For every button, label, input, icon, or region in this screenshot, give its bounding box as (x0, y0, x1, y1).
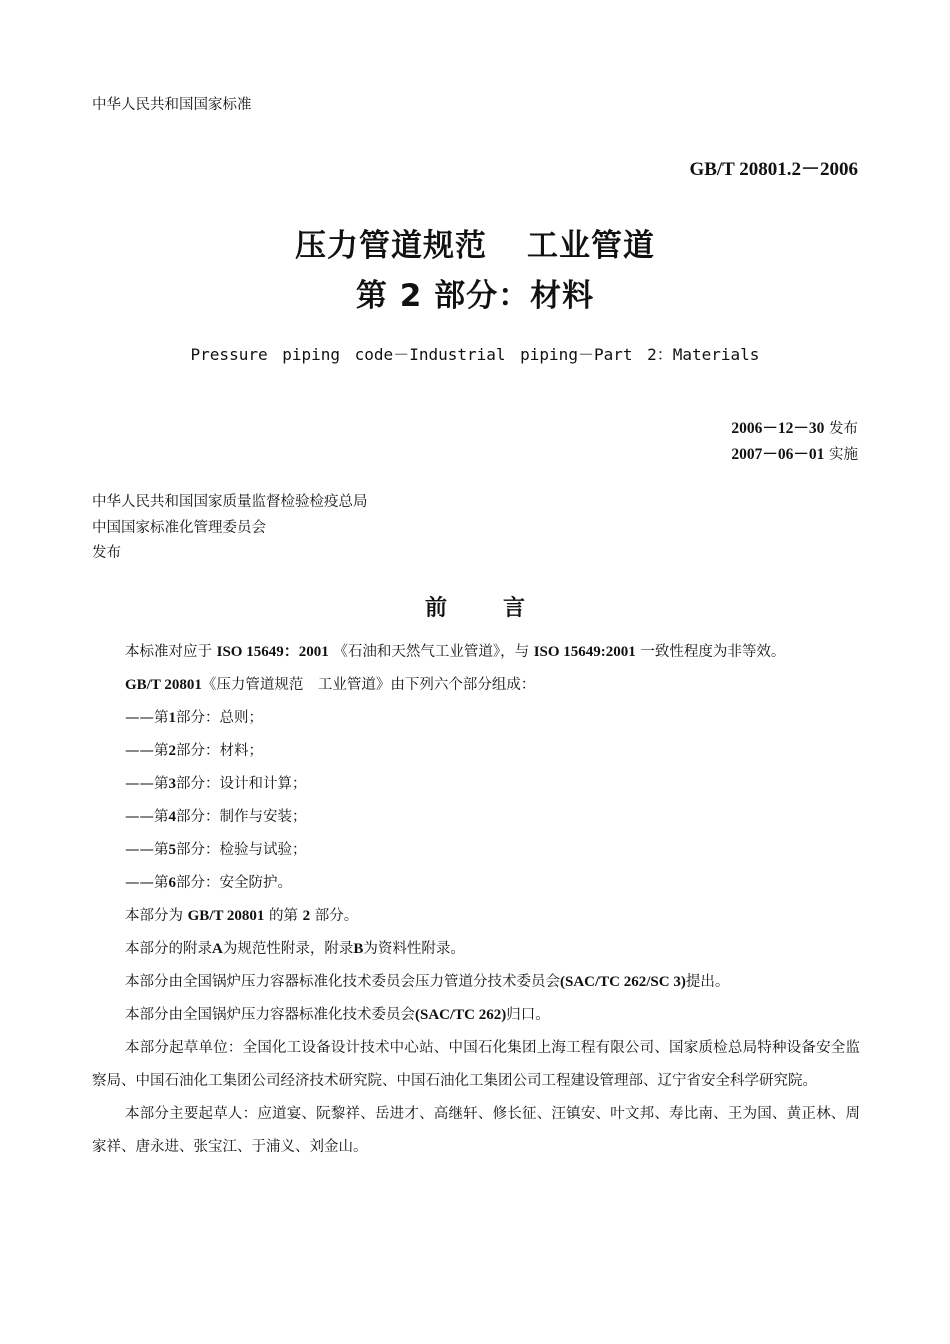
p1-text-c: 《石油和天然气工业管道》，与 (328, 644, 534, 660)
title-line-2: 第 2 部分：材料 (355, 278, 595, 314)
p4-appendix-b: B (353, 941, 364, 957)
paragraph-centralized (92, 999, 860, 1032)
foreword-body (92, 636, 860, 1164)
p2-text: 《压力管道规范 工业管道》由下列六个部分组成： (201, 677, 536, 693)
p3-std-ref: GB/T 20801 (187, 908, 265, 924)
title-part-b: 工业管道 (527, 228, 655, 264)
issuer-3: 发布 (92, 545, 121, 561)
item-prefix: ——第 (125, 743, 169, 759)
standard-number: GB/T 20801.2－2006 (689, 159, 858, 180)
list-item (92, 702, 860, 735)
p6-text-c: 归口。 (506, 1007, 550, 1023)
impl-date: 2007－06－01 (731, 446, 825, 463)
p3-text-e: 部分。 (310, 908, 359, 924)
item-text: 部分：总则； (176, 710, 263, 726)
paragraph-appendix (92, 933, 860, 966)
title-part-a: 压力管道规范 (295, 228, 487, 264)
list-item (92, 867, 860, 900)
p1-text-e: 一致性程度为非等效。 (635, 644, 786, 660)
p4-text-a: 本部分的附录 (125, 941, 212, 957)
paragraph-drafters: 本部分主要起草人：应道宴、阮黎祥、岳进才、高继轩、修长征、汪镇安、叶文邦、寿比南、王为国、黄正林、周家祥、唐永进、张宝江、于浦义、刘金山。 (92, 1106, 860, 1155)
list-item (92, 801, 860, 834)
impl-label: 实施 (829, 447, 858, 463)
issue-label: 发布 (829, 421, 858, 437)
item-prefix: ——第 (125, 776, 169, 792)
list-item (92, 735, 860, 768)
list-item (92, 834, 860, 867)
paragraph-part-number (92, 900, 860, 933)
issuer-1: 中华人民共和国国家质量监督检验检疫总局 (92, 494, 368, 510)
item-prefix: ——第 (125, 842, 169, 858)
p3-text-a: 本部分为 (125, 908, 188, 924)
impl-date-line (731, 442, 858, 468)
title-line-1 (0, 220, 950, 265)
item-text: 部分：检验与试验； (176, 842, 307, 858)
dates-block (731, 416, 858, 468)
item-text: 部分：安全防护。 (176, 875, 292, 891)
p6-text-a: 本部分由全国锅炉压力容器标准化技术委员会 (125, 1007, 415, 1023)
item-num: 1 (168, 710, 176, 726)
p5-text-c: 提出。 (685, 974, 730, 990)
item-num: 6 (168, 875, 176, 891)
english-title: Pressure piping code－Industrial piping－Part 2：Materials (190, 345, 760, 364)
p3-part-num: 2 (302, 908, 311, 924)
issuers-block (92, 490, 368, 567)
item-num: 2 (168, 743, 176, 759)
p6-committee-code: (SAC/TC 262) (415, 1007, 507, 1023)
issuer-2: 中国国家标准化管理委员会 (92, 519, 266, 536)
issue-date-line (731, 416, 858, 442)
list-item (92, 768, 860, 801)
p5-committee-code: (SAC/TC 262/SC 3) (560, 974, 686, 990)
item-num: 5 (168, 842, 176, 858)
paragraph-proposer (92, 966, 860, 999)
p3-text-c: 的第 (264, 908, 303, 924)
paragraph-drafting-units: 本部分起草单位：全国化工设备设计技术中心站、中国石化集团上海工程有限公司、国家质检总局特种设备安全监察局、中国石油化工集团公司经济技术研究院、中国石油化工集团公司工程建设管理部、辽宁省安全科学研究院。 (92, 1040, 860, 1089)
item-text: 部分：设计和计算； (176, 776, 307, 792)
item-prefix: ——第 (125, 710, 169, 726)
item-prefix: ——第 (125, 809, 169, 825)
item-prefix: ——第 (125, 875, 169, 891)
p4-text-e: 为资料性附录。 (363, 941, 465, 957)
foreword-title (0, 591, 950, 622)
issue-date: 2006－12－30 (731, 420, 825, 437)
p1-iso-ref-2: ISO 15649:2001 (533, 644, 636, 660)
p1-text-a: 本标准对应于 (125, 644, 217, 660)
foreword-title-a: 前 (424, 596, 447, 621)
item-text: 部分：制作与安装； (176, 809, 307, 825)
p4-text-c: 为规范性附录，附录 (222, 941, 354, 957)
item-text: 部分：材料； (176, 743, 263, 759)
paragraph-iso (92, 636, 860, 669)
p4-appendix-a: A (212, 941, 223, 957)
header-org: 中华人民共和国国家标准 (92, 97, 252, 113)
p2-std-ref: GB/T 20801 (125, 677, 202, 693)
p5-text-a: 本部分由全国锅炉压力容器标准化技术委员会压力管道分技术委员会 (125, 974, 560, 990)
item-num: 3 (168, 776, 176, 792)
p1-iso-ref-1: ISO 15649：2001 (216, 644, 329, 660)
foreword-title-b: 言 (503, 596, 526, 621)
paragraph-parts-intro (92, 669, 860, 702)
item-num: 4 (168, 809, 176, 825)
